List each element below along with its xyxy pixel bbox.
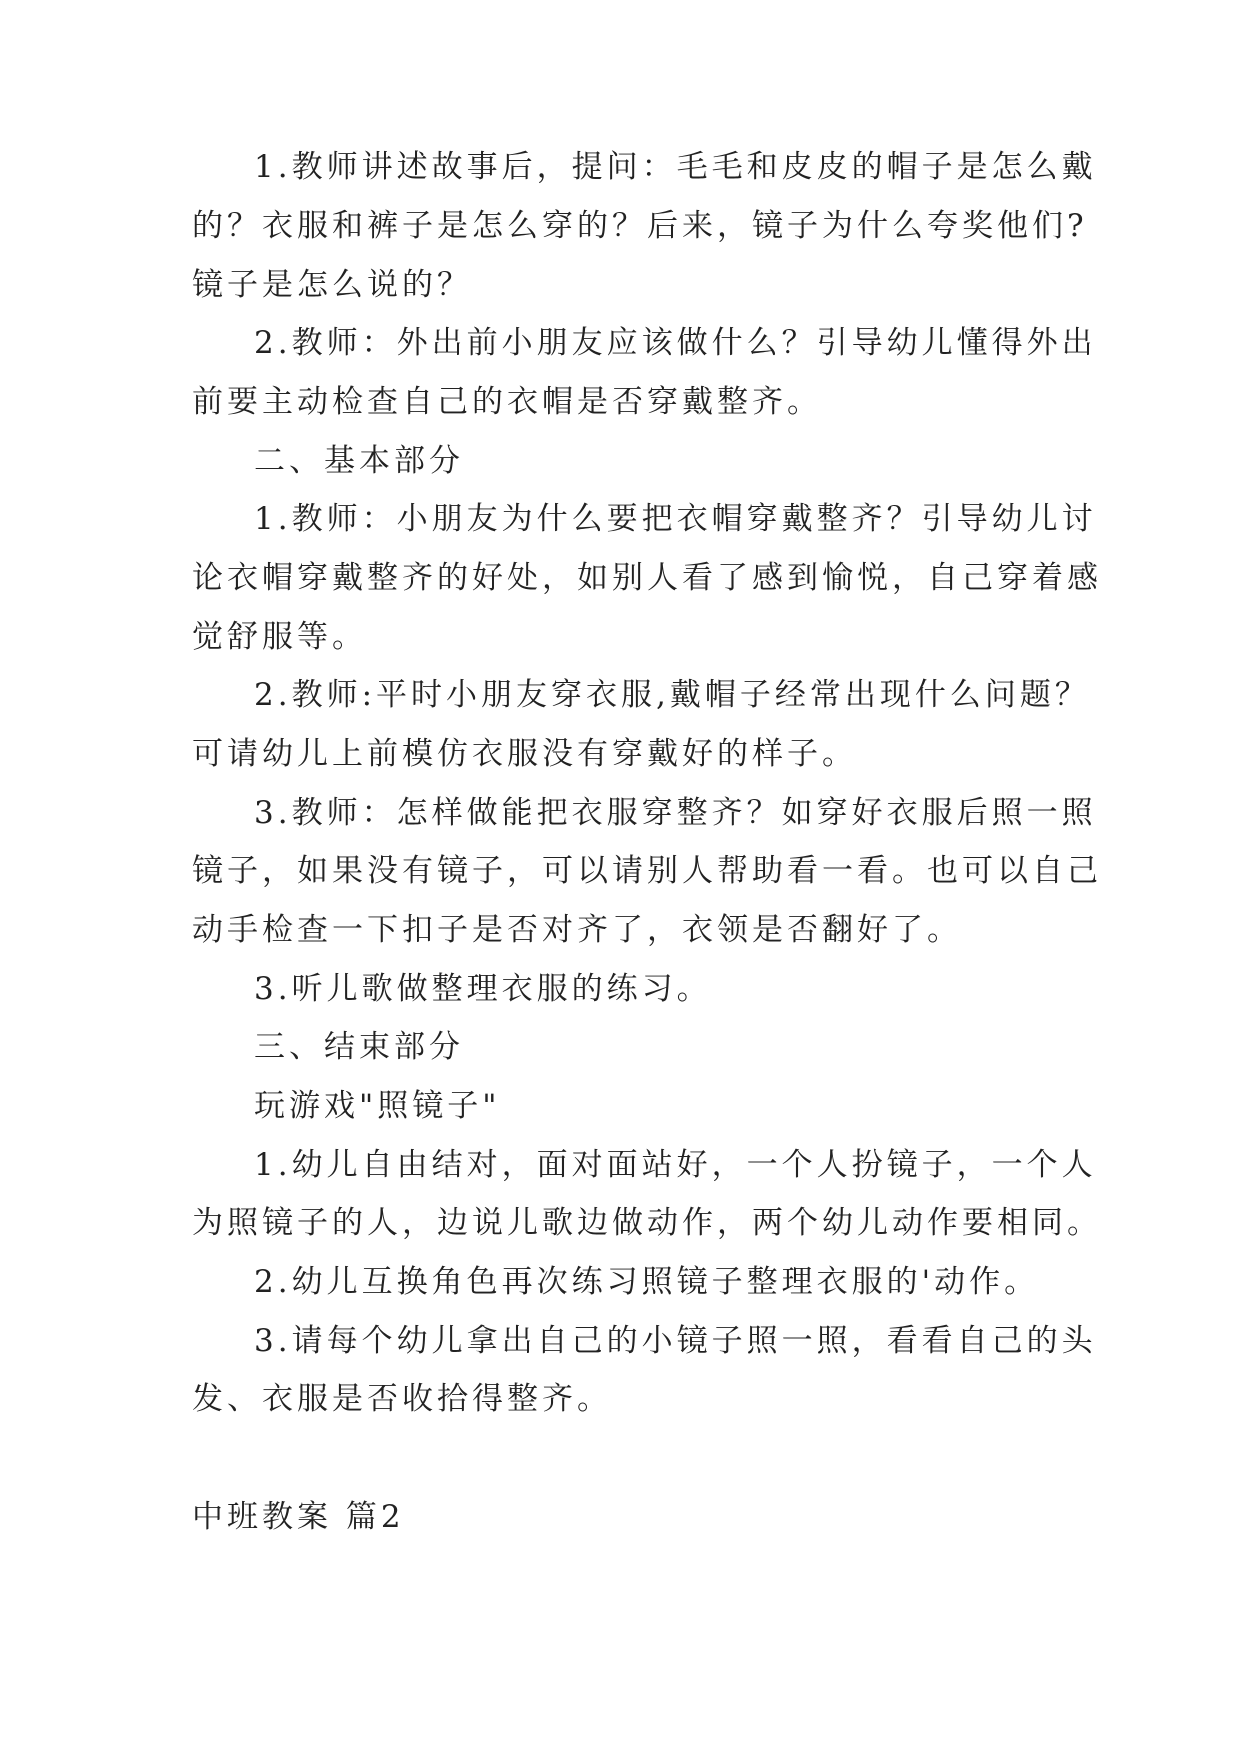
paragraph-line: 2.幼儿互换角色再次练习照镜子整理衣服的'动作。 (254, 1264, 1040, 1300)
paragraph-line: 论衣帽穿戴整齐的好处，如别人看了感到愉悦，自己穿着感 (192, 560, 1102, 596)
paragraph-line: 发、衣服是否收拾得整齐。 (192, 1381, 612, 1417)
paragraph-line: 2.教师:平时小朋友穿衣服,戴帽子经常出现什么问题？ (254, 677, 1090, 713)
paragraph-line: 玩游戏"照镜子" (254, 1088, 501, 1124)
paragraph-line: 镜子，如果没有镜子，可以请别人帮助看一看。也可以自己 (192, 853, 1102, 889)
section-heading-basic: 二、基本部分 (254, 443, 464, 479)
paragraph-line: 1.教师讲述故事后，提问：毛毛和皮皮的帽子是怎么戴 (254, 149, 1097, 185)
paragraph-line: 3.教师：怎样做能把衣服穿整齐？如穿好衣服后照一照 (254, 795, 1097, 831)
paragraph-line: 镜子是怎么说的？ (192, 267, 472, 303)
paragraph-line: 前要主动检查自己的衣帽是否穿戴整齐。 (192, 384, 822, 420)
paragraph-line: 1.教师：小朋友为什么要把衣帽穿戴整齐？引导幼儿讨 (254, 501, 1097, 537)
paragraph-line: 1.幼儿自由结对，面对面站好，一个人扮镜子，一个人 (254, 1147, 1097, 1183)
lesson-plan-heading: 中班教案 篇2 (192, 1499, 405, 1535)
paragraph-line: 觉舒服等。 (192, 619, 367, 655)
paragraph-line: 的？衣服和裤子是怎么穿的？后来，镜子为什么夸奖他们? (192, 208, 1088, 244)
paragraph-line: 可请幼儿上前模仿衣服没有穿戴好的样子。 (192, 736, 857, 772)
paragraph-line: 3.听儿歌做整理衣服的练习。 (254, 971, 712, 1007)
paragraph-line: 3.请每个幼儿拿出自己的小镜子照一照，看看自己的头 (254, 1323, 1097, 1359)
section-heading-end: 三、结束部分 (254, 1029, 464, 1065)
paragraph-line: 2.教师：外出前小朋友应该做什么？引导幼儿懂得外出 (254, 325, 1097, 361)
paragraph-line: 动手检查一下扣子是否对齐了，衣领是否翻好了。 (192, 912, 962, 948)
paragraph-line: 为照镜子的人，边说儿歌边做动作，两个幼儿动作要相同。 (192, 1205, 1102, 1241)
